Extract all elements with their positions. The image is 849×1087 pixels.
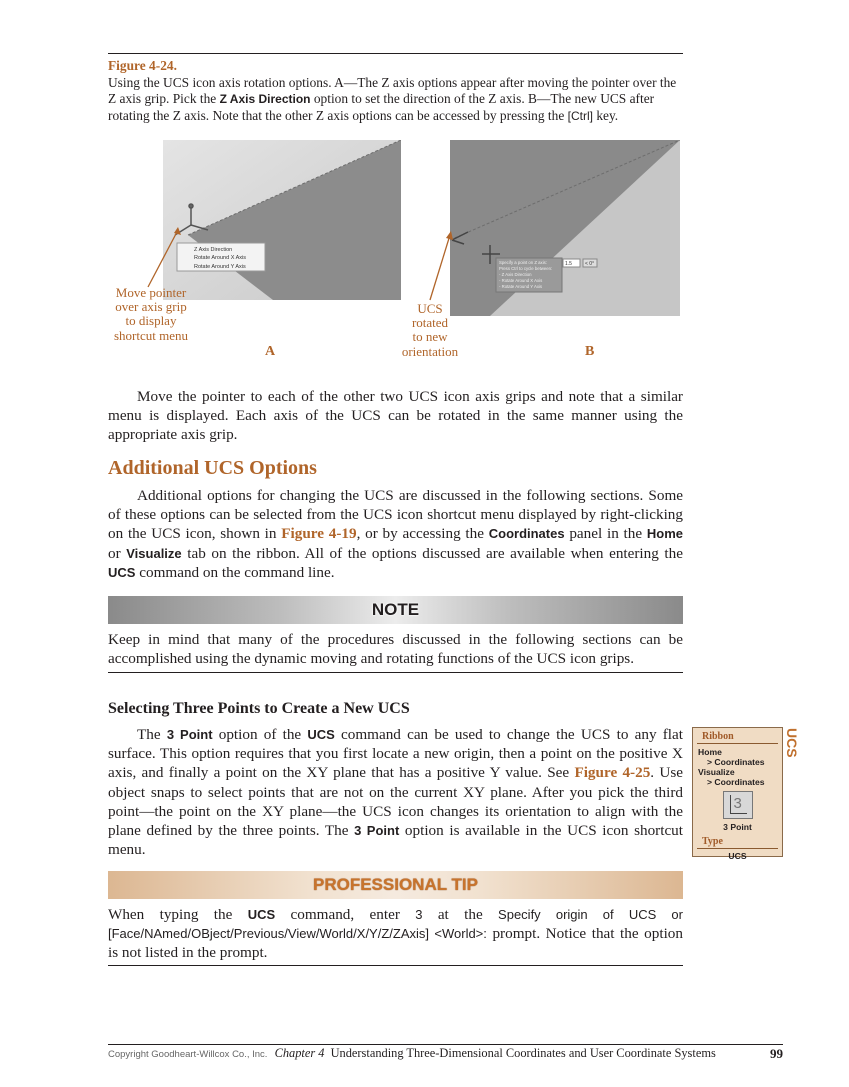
callout-line: rotated	[411, 315, 449, 331]
callout-line: UCS	[417, 301, 443, 316]
text: command on the command line.	[135, 563, 335, 581]
tooltip-line: - Rotate Around Y Axis	[499, 284, 543, 289]
panel-b-label: B	[585, 344, 595, 359]
note-rule	[108, 672, 683, 673]
top-rule	[108, 53, 683, 54]
figure-title: Figure 4-24.	[108, 58, 177, 73]
bold-term: 3 Point	[166, 727, 213, 742]
menu-item[interactable]: Rotate Around X Axis	[194, 255, 246, 261]
text: , or by accessing the	[356, 525, 489, 543]
callout-leader-b	[420, 230, 460, 305]
3-point-button[interactable]	[723, 791, 753, 819]
text: tab on the ribbon. All of the options discussed are available when entering the	[181, 544, 683, 562]
side-tab-ucs: UCS	[784, 728, 800, 758]
page-number: 99	[770, 1046, 783, 1061]
figure-ref-link[interactable]: Figure 4-25	[574, 764, 651, 782]
type-label: Type	[697, 832, 778, 849]
bold-term: UCS	[108, 564, 136, 580]
callout-line: over axis grip	[115, 299, 187, 315]
bold-term: Coordinates	[488, 526, 565, 542]
text: option of the	[212, 726, 308, 743]
bold-term: UCS	[247, 907, 276, 922]
figure-b-image	[450, 140, 680, 316]
tooltip-line: Specify a point on Z axis:	[499, 260, 548, 265]
text: or	[108, 544, 127, 562]
callout-b	[392, 302, 468, 359]
figure-a-image	[163, 140, 401, 300]
3-point-icon: 3	[733, 795, 742, 812]
note-text: Keep in mind that many of the procedures discussed in the following sections can be accomplished using the dynamic moving and rotating functions of the UCS icon grips.	[108, 631, 683, 668]
text: panel in the	[564, 525, 647, 543]
caption-key: [Ctrl]	[567, 108, 593, 123]
text: The	[137, 726, 167, 743]
input-value: 1.5	[565, 261, 572, 267]
axis-icon	[730, 795, 747, 814]
callout-line: shortcut menu	[113, 327, 188, 343]
caption-bold: Z Axis Direction	[219, 92, 311, 106]
footer-rule	[108, 1044, 783, 1045]
bold-term: UCS	[307, 727, 335, 742]
caption-text: key.	[592, 107, 619, 123]
ribbon-path: Home	[698, 747, 722, 757]
button-label: 3 Point	[723, 822, 752, 832]
text: command, enter	[275, 906, 416, 923]
footer	[108, 1046, 783, 1061]
paragraph: Move the pointer to each of the other two UCS icon axis grips and note that a similar menu is displayed. Each axis of the UCS can be rotated in the same manner using the appropriate axis grip.	[108, 388, 683, 444]
bold-term: Visualize	[126, 545, 182, 561]
text: Additional options for changing the UCS are discussed in the following sections. Some of these options can be selected from the UCS icon shortcut menu displayed by right-clicking on the UCS icon, shown in	[108, 487, 683, 543]
menu-item[interactable]: Z Axis Direction	[194, 247, 233, 253]
chapter-title: Understanding Three-Dimensional Coordinates and User Coordinate Systems	[330, 1046, 716, 1060]
text: command can be used to change the UCS to any flat surface. This option requires that you first locate a new origin, then a point on the positive X axis, and finally a point on the XY plane that has a positive Y value. See	[108, 726, 683, 782]
tip-rule	[108, 965, 683, 966]
caption-text: option to set the direction of the Z axis. B—The new UCS after rotating the Z axis. Note that the other Z axis options can be accessed by pressing the	[108, 91, 655, 123]
callout-line: to new	[412, 329, 448, 345]
ribbon-reference-box	[692, 727, 783, 861]
subsection-heading: Selecting Three Points to Create a New UCS	[108, 700, 410, 717]
ribbon-path: > Coordinates	[707, 777, 765, 787]
paragraph	[108, 486, 683, 582]
section-heading: Additional UCS Options	[108, 457, 317, 479]
panel-a-label: A	[265, 344, 276, 359]
caption-text: Using the UCS icon axis rotation options. A—The Z axis options appear after moving the pointer over the Z axis grip. Pick the	[108, 74, 677, 106]
callout-a	[105, 286, 197, 343]
typed-value: 3	[415, 907, 423, 922]
menu-item[interactable]: Rotate Around Y Axis	[194, 264, 246, 270]
prompt-text: Specify origin of UCS or [Face/NAmed/OBject/Previous/View/World/X/Y/Z/ZAxis] <World>:	[108, 907, 683, 942]
text: When typing the	[108, 906, 248, 923]
chapter-label: Chapter 4	[274, 1046, 325, 1060]
callout-line: orientation	[401, 343, 459, 359]
ribbon-path: Visualize	[698, 767, 735, 777]
figure-ref-link[interactable]: Figure 4-19	[281, 525, 357, 543]
copyright: Copyright Goodheart-Willcox Co., Inc.	[108, 1049, 268, 1060]
figure-caption	[108, 58, 683, 124]
text: at the	[422, 906, 499, 923]
tooltip-line: Press Ctrl to cycle between:	[499, 266, 553, 271]
angle-value: < 0°	[585, 261, 595, 267]
tooltip-line: - Rotate Around X Axis	[499, 278, 543, 283]
professional-tip-banner: PROFESSIONAL TIP	[108, 871, 683, 899]
ribbon-path: > Coordinates	[707, 757, 765, 767]
callout-line: to display	[125, 313, 177, 329]
ribbon-label: Ribbon	[697, 728, 778, 744]
text: option is available in the UCS icon shortcut menu.	[108, 822, 683, 859]
callout-line: Move pointer	[115, 285, 187, 300]
tooltip-line: - Z Axis Direction	[499, 272, 532, 277]
bold-term: 3 Point	[354, 823, 400, 839]
text: prompt. Notice that the option is not listed in the prompt.	[108, 925, 683, 962]
tip-text	[108, 905, 683, 963]
type-value: UCS	[728, 851, 747, 861]
text: . Use object snaps to select points that are not on the current XY plane. After you pick the third point—the point on the XY plane—the UCS icon changes its orientation to align with the plane defined by the three points. The	[108, 764, 683, 840]
bold-term: Home	[646, 526, 683, 542]
paragraph	[108, 725, 683, 859]
note-banner: NOTE	[108, 596, 683, 624]
